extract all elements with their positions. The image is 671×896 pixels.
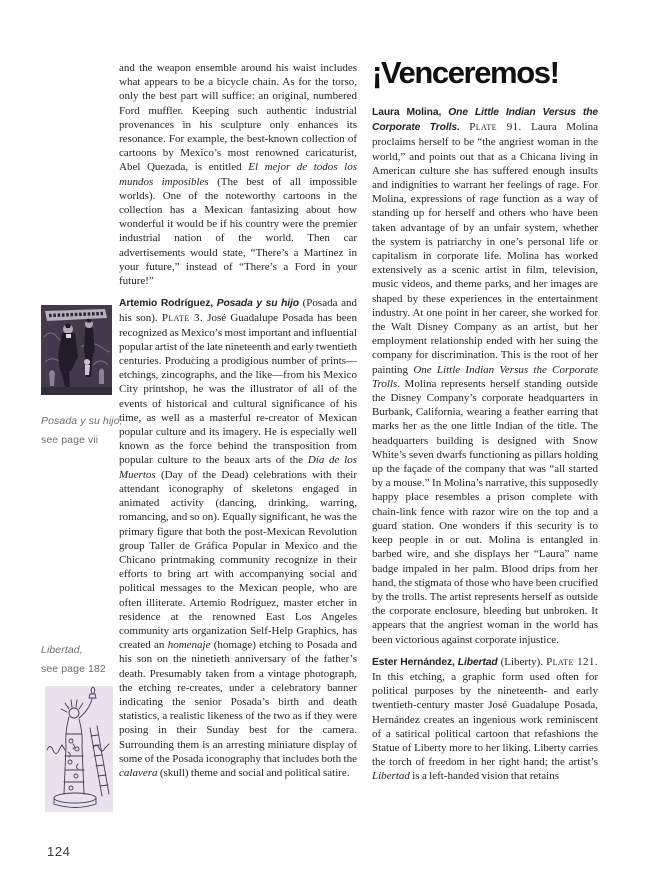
text-segment: . Molina represents herself standing outside the Disney Company’s corporate headquarters in Burbank, California, wearing a feather earring that marks her as the one little Indian of the title. The headquarters building is designed with Snow White’s seven dwarfs functioning as pillars holding up the façade of the company that was “all started by a mouse.” In Molina’s narrative, this supposedly happy place resembles a prison complete with chain-link fence with razor wire on the top and a guard station. One wonders if this security is to keep people in or out. Molina is entangled in barbed wire, and she displays her “Laura” name badge impaled in her palm. Blood drips from her hand, the stigmata of those who have been crucified by the trolls. The artist represents herself as outside the corporate enclosure, bleeding but unbroken. It appears that the angriest woman in the world has been victorious against corporate injustice.: [372, 377, 598, 646]
text-segment: Plate 91.: [469, 121, 522, 134]
text-segment: homenaje: [167, 639, 211, 652]
text-segment: [460, 121, 469, 133]
posada-y-su-hijo-etching-image: [41, 305, 112, 395]
text-segment: José Guadalupe Posada has been recognized as Mexico’s most important and influential popular artist of the late nineteenth and early twentieth centuries. Producing a prodigious number of prints—etchings, zincographs, and the like—from his Mexico City printshop, he was the illustrator of all of the events of historical and cultural significance of his time, as well as a masterful re-creator of Mexican popular culture and its imagery. He is especially well known as the force behind the transposition from popular culture to the beaux arts of the: [119, 312, 358, 467]
text-segment: calavera: [119, 766, 158, 779]
text-segment: Día de los Muertos: [119, 454, 358, 481]
body-paragraph-laura-molina: [372, 105, 598, 647]
text-segment: Libertad: [457, 656, 498, 668]
text-segment: Plate 121.: [546, 655, 598, 668]
text-segment: Laura Molina proclaims herself to be “the angriest woman in the world,” and points out that as a Chicana living in American culture she has suffered enough insults and indignities to warrant her feelings of rage. For Molina, expressions of rage function as a way of standing up for herself and others who have been taken advantage of by an unfair system, whether the system is patriarchy in one’s personal life or capitalism in corporate life. Molina has worked extensively as a scenic artist in film, television, music videos, and theme parks, and her images are shaped by these experiences in the entertainment industry. At one point in her career, she worked for the Walt Disney Company as an artist, but her employment relationship ended with her suing the company for discrimination. This is the root of her painting: [372, 121, 598, 376]
body-paragraph-ester-hernandez: [372, 655, 598, 784]
text-segment: (Day of the Dead) celebrations with their attendant iconography of skeletons engaged in animated activity (dancing, drinking, warring, romancing, and so on). Equally significant, he was the primary figure that both the post-Mexican Revolution group Taller de Gráfica Popular in Mexico and the Chicano printmaking community recognize in their efforts to bring art with accompanying social and political messages to the Mexican people, who are often illiterate. Artemio Rodríguez, master etcher in residence at the renowned East Los Angeles community arts organization Self-Help Graphics, has created an: [119, 468, 357, 652]
text-segment: (Liberty).: [497, 655, 547, 668]
text-segment: One Little Indian Versus the Corporate Trolls: [372, 363, 598, 390]
page-number: 124: [47, 844, 71, 859]
text-segment: In this etching, a graphic form used often for political purposes by the nineteenth- and early twentieth-century master José Guadalupe Posada, Hernández creates an ingenious work reminiscent of a satirical political cartoon that refashions the Statue of Liberty more to her liking. Liberty carries the torch of freedom in her right hand; the artist’s: [372, 670, 598, 769]
caption-title: Libertad,: [41, 644, 83, 656]
text-segment: Libertad: [372, 770, 410, 783]
text-segment: (The best of all impossible worlds). One of the noteworthy cartoons in the collection has a Mexican fantasizing about how wonderful it would be if his country were the premier industrial nation of the world. Then car advertisements would state, “There’s a Martínez in your future,” instead of “There’s a Ford in your future!”: [119, 175, 357, 288]
text-segment: (Posada and his son).: [119, 297, 357, 325]
right-text-column: [372, 56, 598, 784]
text-segment: Ester Hernández,: [372, 656, 458, 668]
figure-caption-posada: [41, 412, 123, 449]
caption-page-reference: see page vii: [41, 433, 99, 446]
text-segment: One Little Indian Versus the Corporate Trolls.: [372, 107, 599, 134]
figure-libertad: [45, 686, 113, 812]
caption-title: Posada y su hijo,: [41, 415, 123, 427]
body-paragraph-artemio-rodriguez: [119, 296, 357, 780]
text-segment: is a left-handed vision that retains: [409, 770, 560, 783]
text-segment: Plate 3.: [161, 312, 204, 325]
text-segment: Laura Molina,: [372, 107, 449, 118]
caption-page-reference: see page 182: [41, 662, 106, 675]
text-segment: Posada y su hijo: [216, 298, 300, 310]
body-paragraph-ford-muffler: [119, 61, 357, 288]
left-text-column: [119, 61, 357, 780]
figure-caption-libertad: [41, 641, 106, 678]
section-heading-venceremos: ¡Venceremos!: [372, 55, 559, 90]
text-segment: El mejor de todos los mundos imposibles: [119, 161, 357, 188]
libertad-etching-image: [45, 686, 113, 812]
text-segment: Artemio Rodríguez,: [119, 298, 217, 310]
text-segment: and the weapon ensemble around his waist includes what appears to be a bicycle chain. As for the torso, only the best part will suffice: an original, numbered Ford muffler. Keeping such authentic industrial provenances in his sculpture only enhances its resonance. For example, the best-known collection of cartoons by Mexico’s most renowned caricaturist, Abel Quezada, is entitled: [119, 62, 357, 174]
text-segment: (homage) etching to Posada and his son on the ninetieth anniversary of the father’s death. Presumably taken from a vintage photograph, the etching re-creates, under a celebratory banner indicating the senior Posada’s birth and death statistics, a realistic likeness of the two as if they were posing in their Sunday best for the camera. Surrounding them is an arresting miniature display of some of the Posada iconography that includes both the: [119, 639, 357, 765]
text-segment: (skull) theme and social and political satire.: [157, 766, 350, 779]
figure-posada-y-su-hijo: [41, 305, 112, 395]
